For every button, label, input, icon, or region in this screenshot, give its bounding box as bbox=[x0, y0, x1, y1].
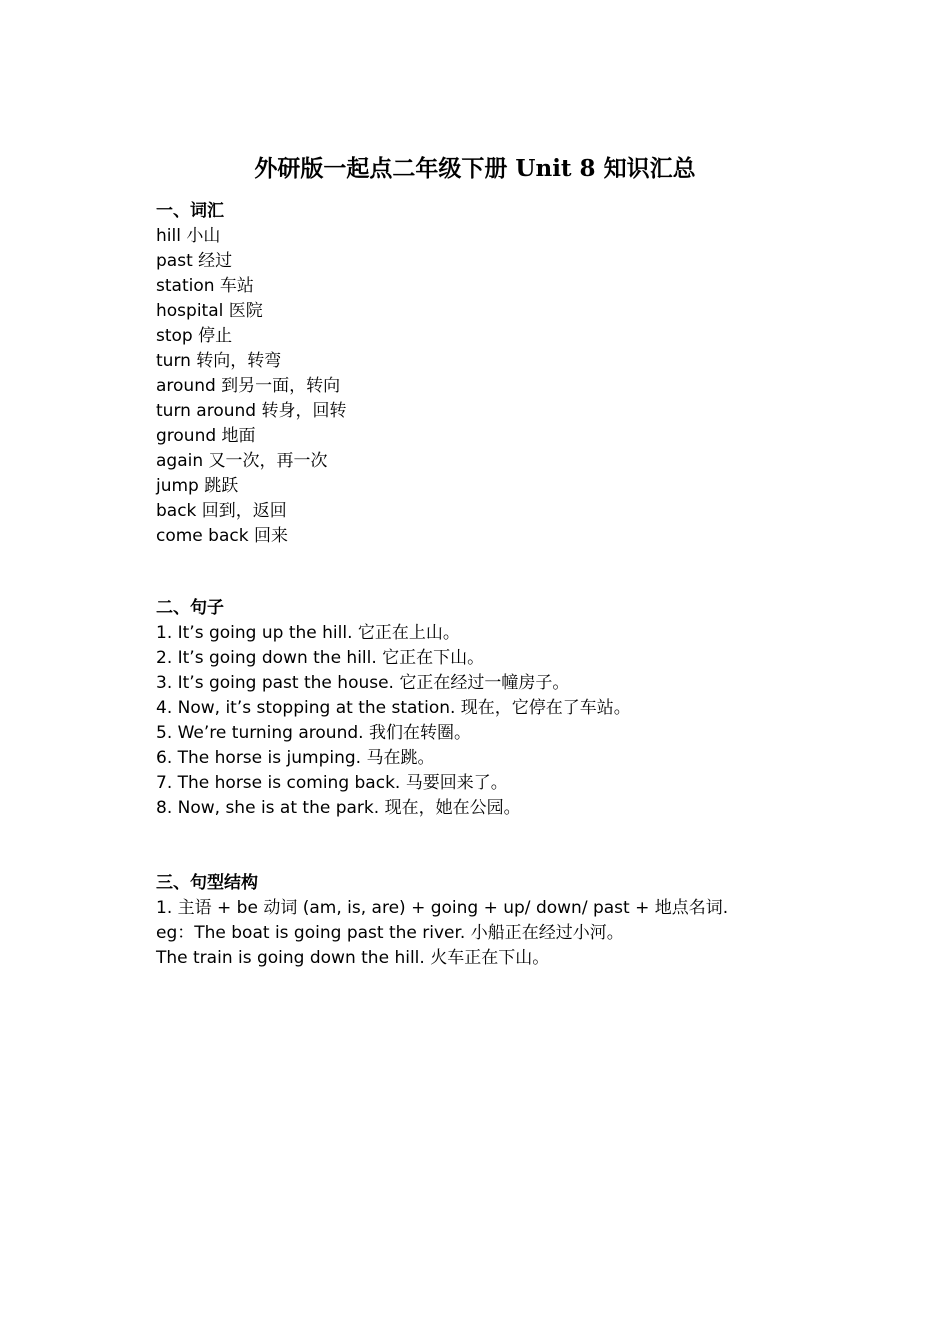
vocabulary-item: station 车站 bbox=[156, 276, 254, 296]
sentence-item: 1. It’s going up the hill. 它正在上山。 bbox=[156, 623, 460, 643]
page-title: 外研版一起点二年级下册 Unit 8 知识汇总 bbox=[254, 155, 696, 182]
sentence-item: 4. Now, it’s stopping at the station. 现在，它停在了车站。 bbox=[156, 698, 631, 718]
vocabulary-item: turn around 转身，回转 bbox=[156, 401, 347, 421]
vocabulary-item: come back 回来 bbox=[156, 526, 288, 546]
sentence-item: 8. Now, she is at the park. 现在，她在公园。 bbox=[156, 798, 521, 818]
vocabulary-item: turn 转向，转弯 bbox=[156, 351, 282, 371]
pattern-item: The train is going down the hill. 火车正在下山。 bbox=[156, 948, 550, 968]
vocabulary-heading: 一、词汇 bbox=[156, 201, 224, 221]
pattern-item: 1. 主语 + be 动词 (am, is, are) + going + up/ down/ past + 地点名词. bbox=[156, 898, 729, 918]
sentences-heading: 二、句子 bbox=[156, 598, 224, 618]
vocabulary-item: stop 停止 bbox=[156, 326, 233, 346]
sentence-item: 7. The horse is coming back. 马要回来了。 bbox=[156, 773, 508, 793]
vocabulary-item: jump 跳跃 bbox=[156, 476, 239, 496]
vocabulary-section bbox=[156, 199, 856, 549]
sentence-item: 2. It’s going down the hill. 它正在下山。 bbox=[156, 648, 485, 668]
vocabulary-item: hospital 医院 bbox=[156, 301, 263, 321]
sentence-item: 3. It’s going past the house. 它正在经过一幢房子。 bbox=[156, 673, 570, 693]
vocabulary-item: again 又一次，再一次 bbox=[156, 451, 328, 471]
vocabulary-item: back 回到，返回 bbox=[156, 501, 287, 521]
patterns-section bbox=[156, 871, 856, 971]
sentence-item: 6. The horse is jumping. 马在跳。 bbox=[156, 748, 435, 768]
sentence-item: 5. We’re turning around. 我们在转圈。 bbox=[156, 723, 471, 743]
vocabulary-item: ground 地面 bbox=[156, 426, 256, 446]
patterns-heading: 三、句型结构 bbox=[156, 873, 258, 893]
vocabulary-item: past 经过 bbox=[156, 251, 233, 271]
sentences-section bbox=[156, 596, 856, 821]
vocabulary-item: around 到另一面，转向 bbox=[156, 376, 341, 396]
pattern-item: eg：The boat is going past the river. 小船正在经过小河。 bbox=[156, 923, 624, 943]
vocabulary-item: hill 小山 bbox=[156, 226, 221, 246]
